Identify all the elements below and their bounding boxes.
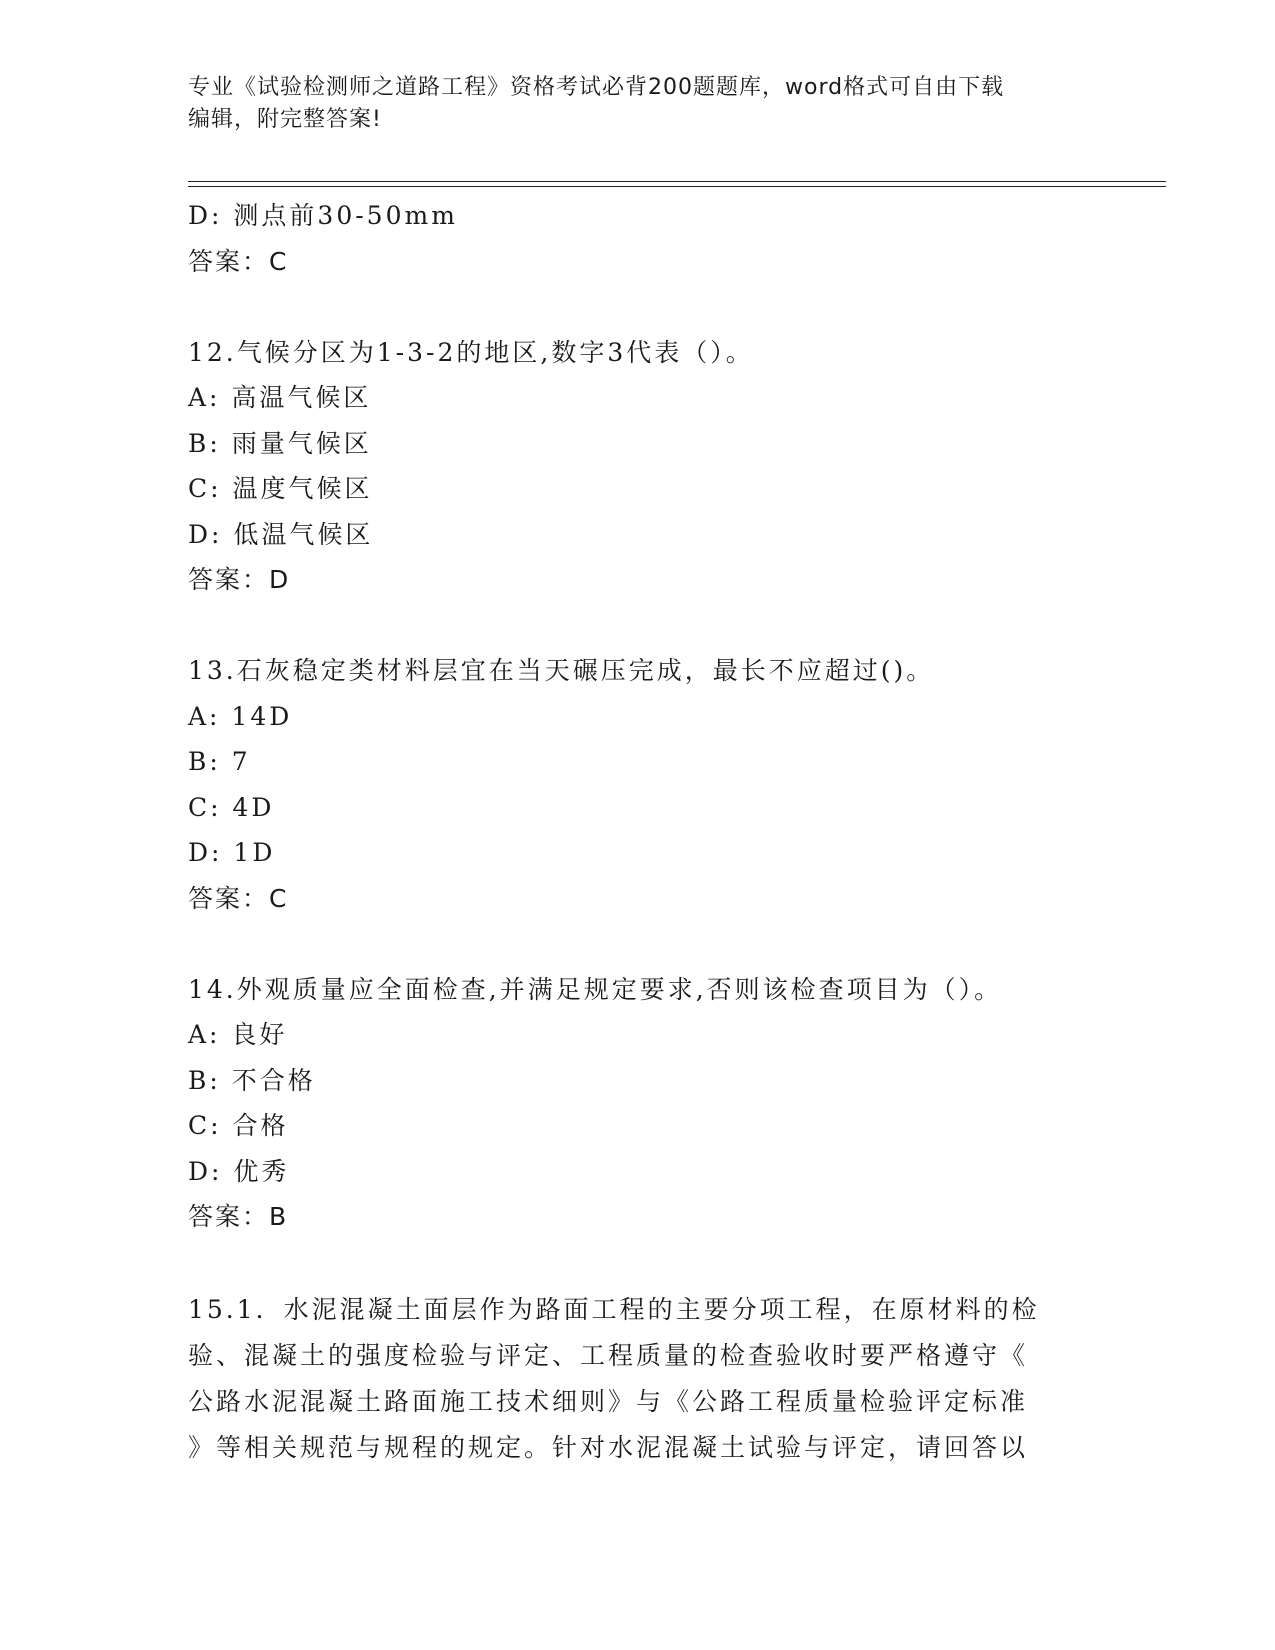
question-content	[188, 193, 1088, 1471]
spacer	[188, 284, 1088, 330]
question-15-paragraph	[188, 1287, 1068, 1471]
question-stem: 13.石灰稳定类材料层宜在当天碾压完成，最长不应超过()。	[188, 656, 935, 685]
document-header	[188, 72, 1088, 136]
header-rule-bottom	[188, 186, 1166, 187]
option-c: C: 温度气候区	[188, 474, 373, 503]
question-stem: 12.气候分区为1-3-2的地区,数字3代表（）。	[188, 337, 754, 367]
option-a: A: 良好	[188, 1020, 288, 1049]
option-a: A: 14D	[188, 701, 293, 731]
paragraph-line: 验、混凝土的强度检验与评定、工程质量的检查验收时要严格遵守《	[188, 1341, 1029, 1370]
answer: 答案：C	[188, 883, 289, 913]
option-b: B: 7	[188, 747, 251, 776]
option-c: C: 合格	[188, 1111, 289, 1140]
spacer	[188, 921, 1088, 967]
option-d: D: 1D	[188, 838, 276, 867]
option-b: B: 雨量气候区	[188, 428, 372, 458]
header-line-1: 专业《试验检测师之道路工程》资格考试必背200题题库，word格式可自由下载	[188, 75, 1005, 100]
option-d: D: 优秀	[188, 1156, 290, 1186]
carryover-answer: 答案：C	[188, 246, 289, 276]
spacer	[188, 603, 1088, 649]
carryover-option-d: D: 测点前30-50mm	[188, 201, 458, 230]
question-14	[188, 967, 1088, 1240]
option-d: D: 低温气候区	[188, 519, 374, 549]
answer: 答案：D	[188, 565, 291, 594]
paragraph-line: 公路水泥混凝土路面施工技术细则》与《公路工程质量检验评定标准	[188, 1387, 1029, 1416]
spacer	[188, 1240, 1088, 1286]
answer: 答案：B	[188, 1202, 289, 1231]
question-12	[188, 330, 1088, 603]
option-b: B: 不合格	[188, 1065, 316, 1095]
question-13	[188, 648, 1088, 921]
paragraph-line: 》等相关规范与规程的规定。针对水泥混凝土试验与评定，请回答以	[188, 1433, 1029, 1462]
option-a: A: 高温气候区	[188, 383, 372, 412]
question-stem: 14.外观质量应全面检查,并满足规定要求,否则该检查项目为（）。	[188, 974, 1003, 1004]
header-rule-top	[188, 181, 1166, 182]
paragraph-line: 15.1．水泥混凝土面层作为路面工程的主要分项工程，在原材料的检	[188, 1295, 1040, 1324]
option-c: C: 4D	[188, 792, 275, 822]
header-line-2: 编辑，附完整答案!	[188, 107, 382, 132]
